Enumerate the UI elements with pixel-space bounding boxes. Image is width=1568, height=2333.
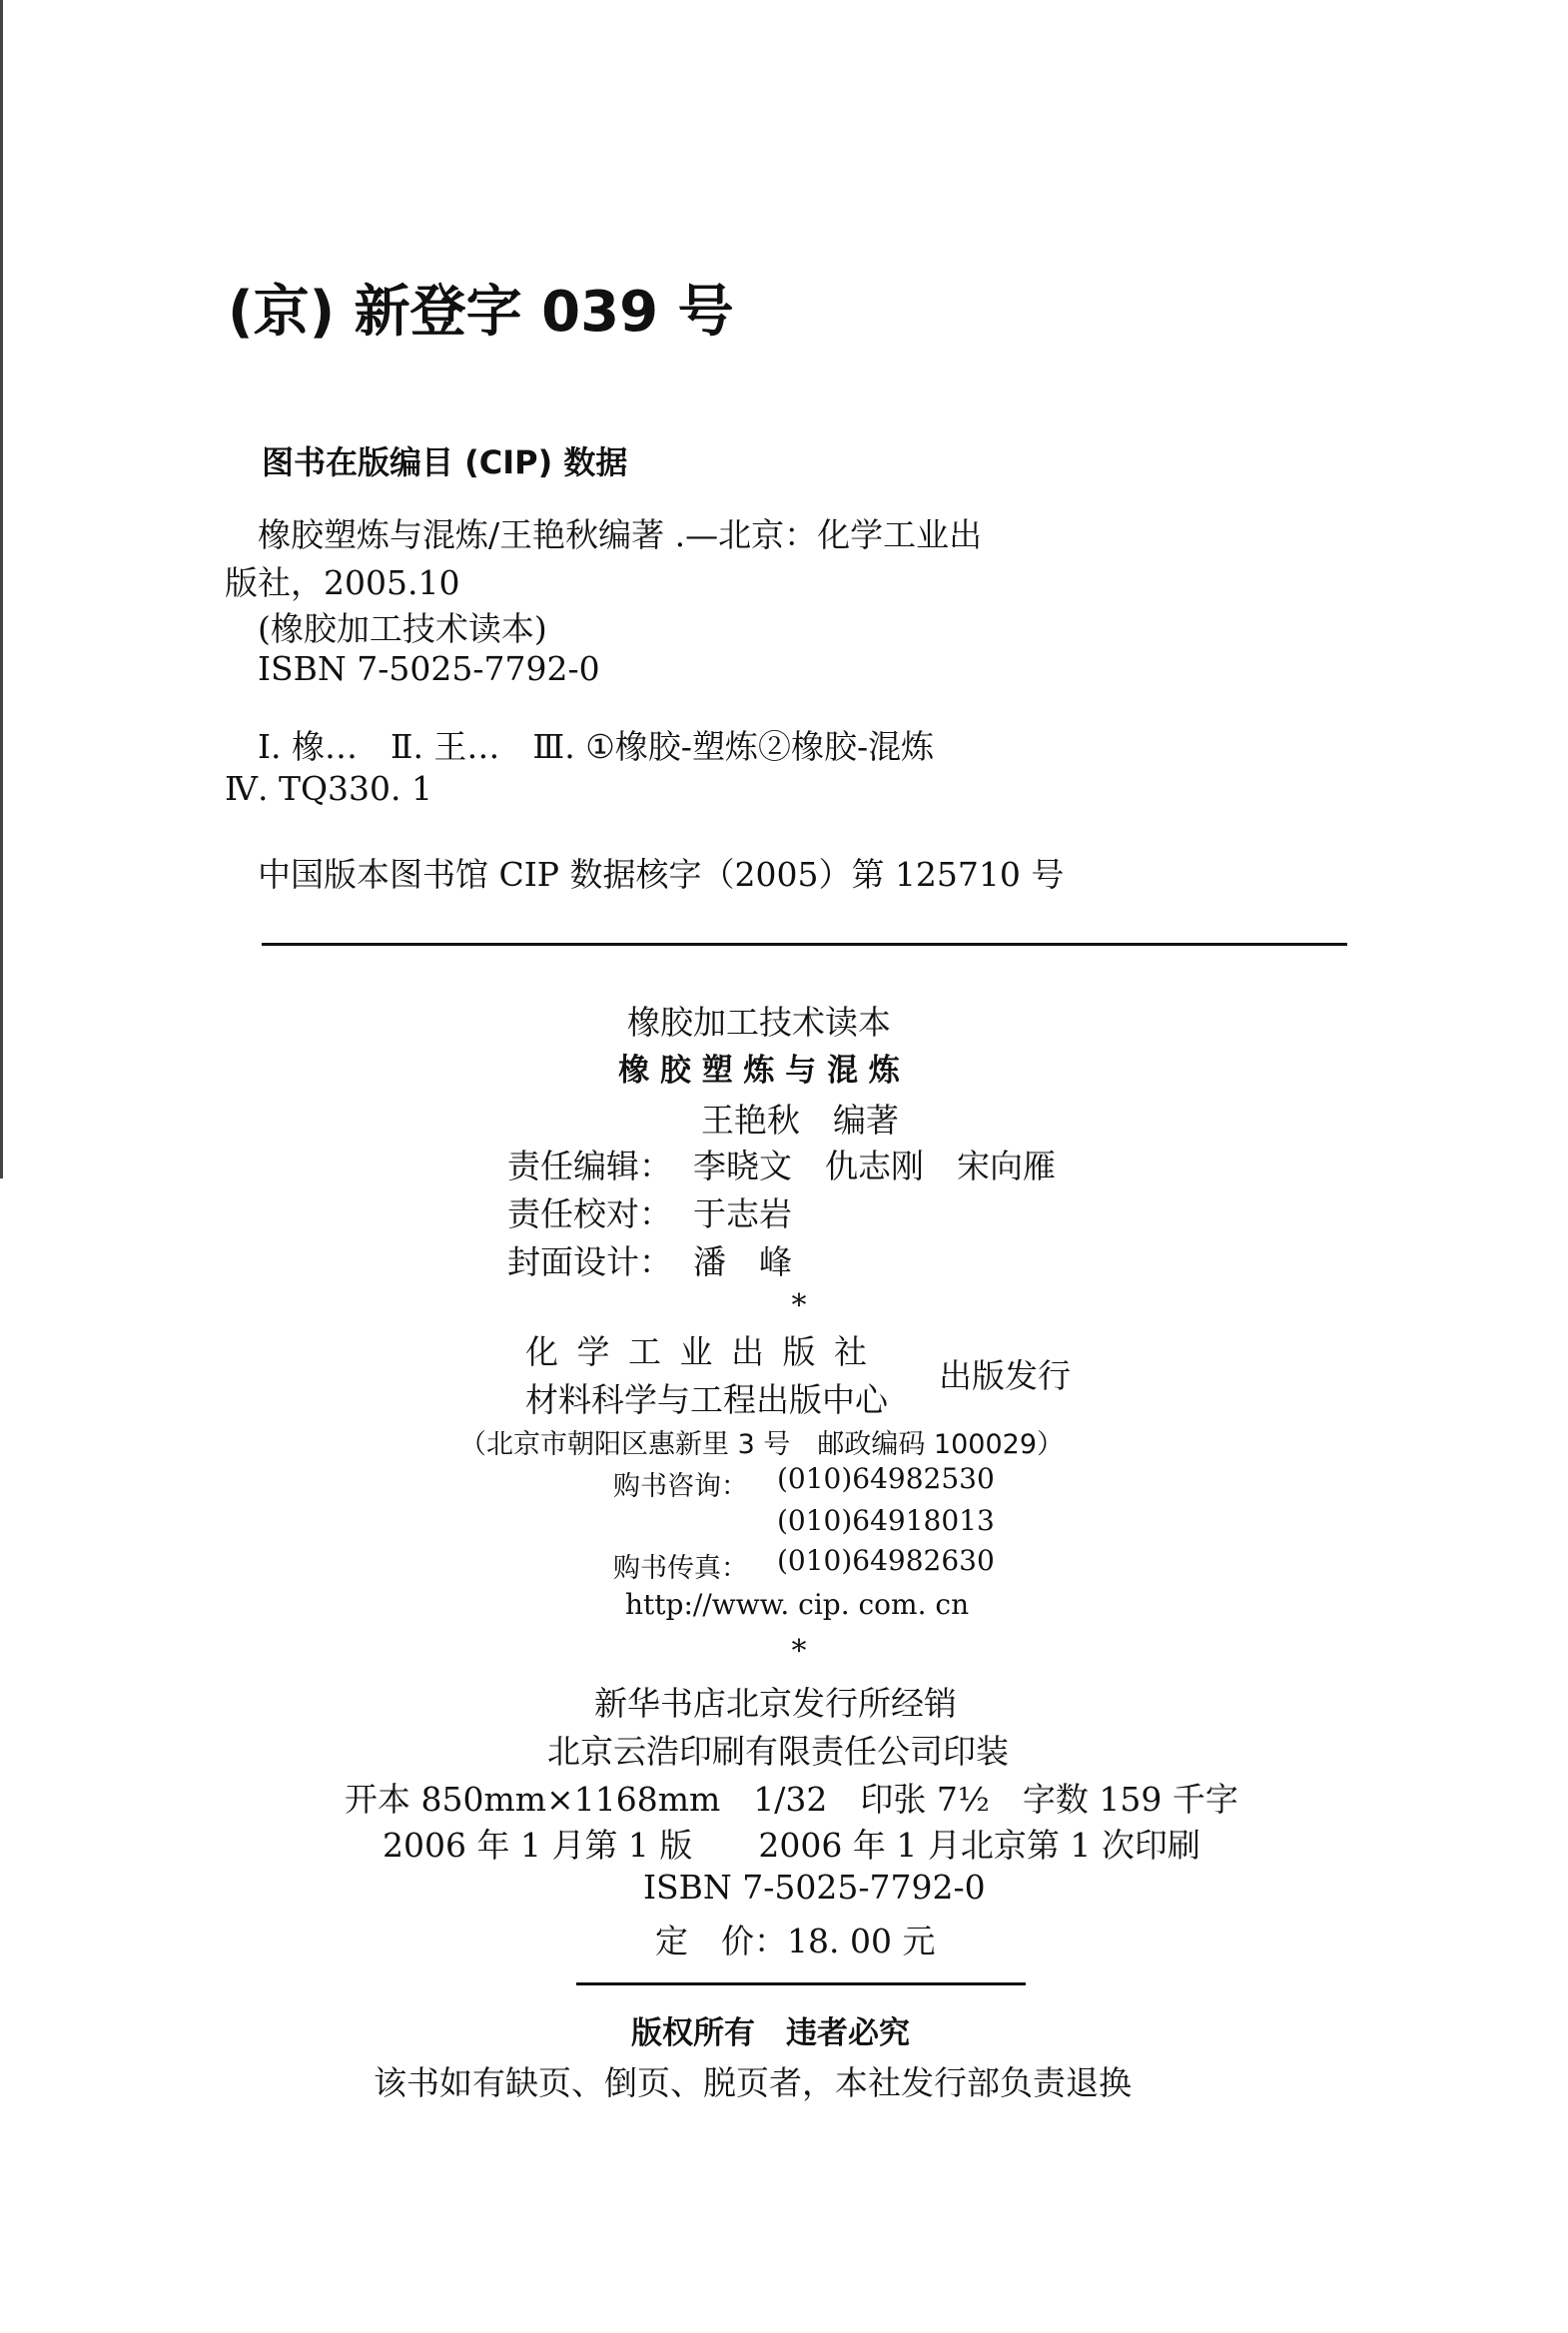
publisher-center: 材料科学与工程出版中心 xyxy=(525,1380,888,1419)
publish-issue: 出版发行 xyxy=(939,1356,1071,1395)
editor-label: 责任编辑： xyxy=(507,1147,672,1185)
inquiry-phone-2: (010)64918013 xyxy=(777,1504,995,1537)
cover-design-label: 封面设计： xyxy=(507,1242,672,1281)
editors: 李晓文 仇志刚 宋向雁 xyxy=(693,1147,1056,1185)
separator-star: * xyxy=(791,1288,807,1323)
cip-core-note: 中国版本图书馆 CIP 数据核字（2005）第 125710 号 xyxy=(258,855,1065,894)
cip-line-1: 橡胶塑炼与混炼/王艳秋编著 .—北京：化学工业出 xyxy=(258,515,983,554)
cip-heading: 图书在版编目 (CIP) 数据 xyxy=(262,443,628,481)
registration-number: (京) 新登字 039 号 xyxy=(228,280,734,345)
copyright-notice: 版权所有 违者必究 xyxy=(631,2015,910,2051)
book-title: 橡 胶 塑 炼 与 混 炼 xyxy=(618,1053,900,1089)
printer: 北京云浩印刷有限责任公司印装 xyxy=(547,1732,1009,1771)
cip-classification-1: Ⅰ. 橡… Ⅱ. 王… Ⅲ. ①橡胶-塑炼②橡胶-混炼 xyxy=(258,727,935,766)
format-info: 开本 850mm×1168mm 1/32 印张 7½ 字数 159 千字 xyxy=(345,1780,1238,1819)
cip-series: (橡胶加工技术读本) xyxy=(258,609,547,648)
cip-line-2: 版社，2005.10 xyxy=(225,563,460,602)
publisher-address: （北京市朝阳区惠新里 3 号 邮政编码 100029） xyxy=(459,1429,1064,1460)
proofreader: 于志岩 xyxy=(693,1194,792,1233)
website: http://www. cip. com. cn xyxy=(625,1588,970,1621)
cip-isbn: ISBN 7-5025-7792-0 xyxy=(258,649,600,688)
price: 定 价：18. 00 元 xyxy=(655,1922,936,1960)
series-name: 橡胶加工技术读本 xyxy=(627,1003,891,1042)
fax-number: (010)64982630 xyxy=(777,1544,995,1577)
cip-classification-2: Ⅳ. TQ330. 1 xyxy=(225,769,432,808)
edition-info: 2006 年 1 月第 1 版 2006 年 1 月北京第 1 次印刷 xyxy=(383,1826,1200,1865)
inquiry-label: 购书咨询： xyxy=(613,1471,748,1502)
author: 王艳秋 编著 xyxy=(701,1101,899,1140)
page-edge-line xyxy=(0,0,3,1178)
return-policy: 该书如有缺页、倒页、脱页者，本社发行部负责退换 xyxy=(374,2063,1132,2102)
divider-top xyxy=(262,943,1347,946)
distributor: 新华书店北京发行所经销 xyxy=(594,1684,957,1723)
cover-designer: 潘 峰 xyxy=(693,1242,792,1281)
separator-star-2: * xyxy=(791,1634,807,1669)
proofreader-label: 责任校对： xyxy=(507,1194,672,1233)
isbn: ISBN 7-5025-7792-0 xyxy=(643,1868,986,1907)
publisher-name: 化 学 工 业 出 版 社 xyxy=(525,1332,871,1371)
divider-bottom xyxy=(576,1982,1026,1985)
fax-label: 购书传真： xyxy=(613,1553,748,1584)
inquiry-phone-1: (010)64982530 xyxy=(777,1462,995,1495)
